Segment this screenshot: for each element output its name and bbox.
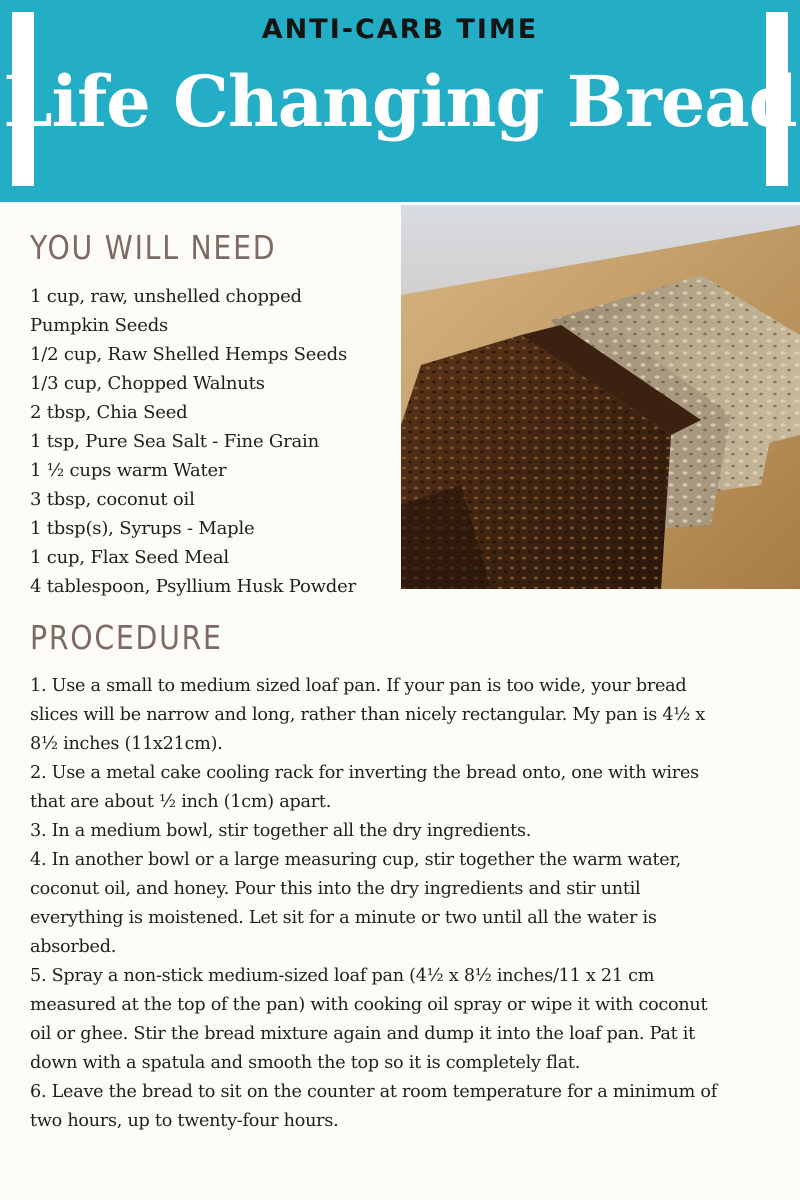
procedure-line: slices will be narrow and long, rather than nicely rectangular. My pan is 4½ x <box>30 705 706 725</box>
list-item: 1 cup, raw, unshelled chopped <box>30 286 302 307</box>
list-item: 1/2 cup, Raw Shelled Hemps Seeds <box>30 344 348 365</box>
header-kicker: ANTI-CARB TIME <box>261 14 539 45</box>
procedure-line: 8½ inches (11x21cm). <box>30 734 223 754</box>
procedure-line: coconut oil, and honey. Pour this into the dry ingredients and stir until <box>30 879 641 899</box>
list-item: 2 tbsp, Chia Seed <box>30 402 188 423</box>
procedure-line: 1. Use a small to medium sized loaf pan. If your pan is too wide, your bread <box>30 676 687 696</box>
procedure-line: absorbed. <box>30 937 117 957</box>
ingredients-list <box>30 282 395 601</box>
list-item: Pumpkin Seeds <box>30 315 169 336</box>
list-item: 1/3 cup, Chopped Walnuts <box>30 373 265 394</box>
procedure-list <box>30 672 775 1136</box>
procedure-line: 4. In another bowl or a large measuring cup, stir together the warm water, <box>30 850 682 870</box>
header-banner <box>0 0 800 202</box>
ingredients-heading: YOU WILL NEED <box>30 228 277 267</box>
list-item: 3 tbsp, coconut oil <box>30 489 195 510</box>
procedure-line: oil or ghee. Stir the bread mixture again and dump it into the loaf pan. Pat it <box>30 1024 696 1044</box>
procedure-line: measured at the top of the pan) with cooking oil spray or wipe it with coconut <box>30 995 708 1015</box>
procedure-line: everything is moistened. Let sit for a minute or two until all the water is <box>30 908 657 928</box>
list-item: 1 ½ cups warm Water <box>30 460 227 481</box>
bread-photo <box>401 205 800 589</box>
procedure-line: that are about ½ inch (1cm) apart. <box>30 792 332 812</box>
page-title: Life Changing Bread <box>3 60 797 143</box>
procedure-heading: PROCEDURE <box>30 618 223 657</box>
procedure-line: 5. Spray a non-stick medium-sized loaf pan (4½ x 8½ inches/11 x 21 cm <box>30 966 655 986</box>
list-item: 1 tbsp(s), Syrups - Maple <box>30 518 255 539</box>
procedure-line: two hours, up to twenty-four hours. <box>30 1111 339 1131</box>
procedure-line: 6. Leave the bread to sit on the counter at room temperature for a minimum of <box>30 1082 718 1102</box>
procedure-line: 3. In a medium bowl, stir together all the dry ingredients. <box>30 821 532 841</box>
procedure-line: 2. Use a metal cake cooling rack for inverting the bread onto, one with wires <box>30 763 699 783</box>
list-item: 1 cup, Flax Seed Meal <box>30 547 229 568</box>
procedure-line: down with a spatula and smooth the top so it is completely flat. <box>30 1053 581 1073</box>
list-item: 4 tablespoon, Psyllium Husk Powder <box>30 576 356 597</box>
list-item: 1 tsp, Pure Sea Salt - Fine Grain <box>30 431 319 452</box>
